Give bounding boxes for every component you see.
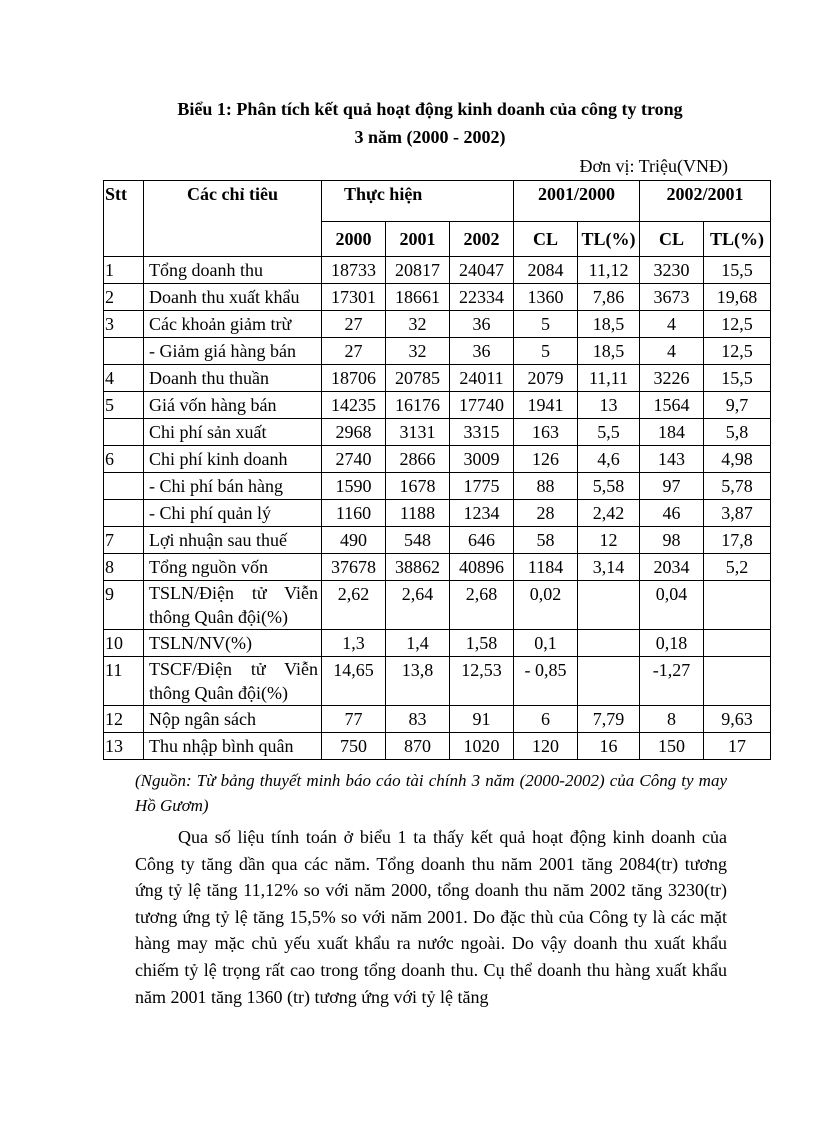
cell-v2000: 27 — [322, 338, 386, 365]
cell-tl1: 7,79 — [578, 706, 640, 733]
cell-v2002: 12,53 — [450, 657, 514, 706]
cell-cl1: 120 — [514, 733, 578, 760]
cell-tl1: 13 — [578, 392, 640, 419]
cell-v2001: 870 — [386, 733, 450, 760]
cell-stt — [104, 419, 144, 446]
cell-cl2: 3673 — [640, 284, 704, 311]
cell-v2000: 14235 — [322, 392, 386, 419]
cell-v2002: 3315 — [450, 419, 514, 446]
cell-v2000: 2740 — [322, 446, 386, 473]
cell-v2001: 83 — [386, 706, 450, 733]
cell-cl2: 2034 — [640, 554, 704, 581]
cell-cl1: 1184 — [514, 554, 578, 581]
cell-stt: 12 — [104, 706, 144, 733]
cell-cl2: 98 — [640, 527, 704, 554]
cell-cl1: 58 — [514, 527, 578, 554]
header-actual: Thực hiện — [322, 181, 514, 222]
cell-tl1: 2,42 — [578, 500, 640, 527]
cell-v2002: 40896 — [450, 554, 514, 581]
cell-cl2: 46 — [640, 500, 704, 527]
cell-cl1: 1360 — [514, 284, 578, 311]
cell-v2002: 646 — [450, 527, 514, 554]
cell-v2001: 16176 — [386, 392, 450, 419]
cell-stt: 10 — [104, 630, 144, 657]
title-line-2: 3 năm (2000 - 2002) — [354, 127, 506, 147]
cell-v2001: 18661 — [386, 284, 450, 311]
cell-v2002: 24047 — [450, 257, 514, 284]
cell-tl1: 7,86 — [578, 284, 640, 311]
cell-v2001: 38862 — [386, 554, 450, 581]
table-row — [104, 419, 771, 446]
cell-v2002: 1234 — [450, 500, 514, 527]
cell-cl2: 3226 — [640, 365, 704, 392]
cell-tl2 — [704, 581, 771, 630]
cell-name: - Giảm giá hàng bán — [144, 338, 322, 365]
cell-tl2: 15,5 — [704, 365, 771, 392]
header-tl-1: TL(%) — [578, 222, 640, 257]
cell-cl1: 5 — [514, 311, 578, 338]
cell-tl2: 4,98 — [704, 446, 771, 473]
cell-name: Tổng nguồn vốn — [144, 554, 322, 581]
cell-tl2: 5,78 — [704, 473, 771, 500]
cell-stt: 6 — [104, 446, 144, 473]
cell-cl1: 2079 — [514, 365, 578, 392]
table-row — [104, 630, 771, 657]
source-note: (Nguồn: Từ bảng thuyết minh báo cáo tài chính 3 năm (2000-2002) của Công ty may Hồ Gươm) — [135, 771, 727, 815]
cell-tl2: 17 — [704, 733, 771, 760]
cell-v2001: 13,8 — [386, 657, 450, 706]
cell-tl1: 3,14 — [578, 554, 640, 581]
cell-v2000: 2968 — [322, 419, 386, 446]
cell-stt: 1 — [104, 257, 144, 284]
cell-cl2: 0,04 — [640, 581, 704, 630]
cell-stt — [104, 338, 144, 365]
cell-name: Tổng doanh thu — [144, 257, 322, 284]
cell-cl2: 97 — [640, 473, 704, 500]
cell-cl1: 28 — [514, 500, 578, 527]
cell-stt — [104, 500, 144, 527]
cell-cl1: 0,1 — [514, 630, 578, 657]
cell-v2000: 750 — [322, 733, 386, 760]
cell-cl2: 143 — [640, 446, 704, 473]
cell-tl1: 5,5 — [578, 419, 640, 446]
cell-name: Lợi nhuận sau thuế — [144, 527, 322, 554]
cell-v2001: 1,4 — [386, 630, 450, 657]
cell-tl1: 18,5 — [578, 338, 640, 365]
cell-v2001: 548 — [386, 527, 450, 554]
cell-tl1: 11,12 — [578, 257, 640, 284]
cell-v2000: 1160 — [322, 500, 386, 527]
header-cl-1: CL — [514, 222, 578, 257]
table-row — [104, 581, 771, 630]
table-row — [104, 706, 771, 733]
cell-cl2: 184 — [640, 419, 704, 446]
cell-v2000: 77 — [322, 706, 386, 733]
cell-stt: 9 — [104, 581, 144, 630]
cell-stt: 7 — [104, 527, 144, 554]
cell-v2000: 1,3 — [322, 630, 386, 657]
cell-name: Doanh thu thuần — [144, 365, 322, 392]
cell-stt: 2 — [104, 284, 144, 311]
cell-cl2: 3230 — [640, 257, 704, 284]
table-row — [104, 446, 771, 473]
cell-v2001: 1678 — [386, 473, 450, 500]
cell-tl2: 9,63 — [704, 706, 771, 733]
cell-v2000: 2,62 — [322, 581, 386, 630]
cell-name: TSLN/Điện tử Viễn thông Quân đội(%) — [144, 581, 322, 630]
cell-v2002: 1020 — [450, 733, 514, 760]
cell-name: TSLN/NV(%) — [144, 630, 322, 657]
cell-cl2: 8 — [640, 706, 704, 733]
cell-v2002: 17740 — [450, 392, 514, 419]
cell-stt: 8 — [104, 554, 144, 581]
cell-v2002: 3009 — [450, 446, 514, 473]
cell-name: - Chi phí bán hàng — [144, 473, 322, 500]
cell-tl1: 18,5 — [578, 311, 640, 338]
header-indicator: Các chỉ tiêu — [144, 181, 322, 257]
cell-cl2: 4 — [640, 311, 704, 338]
cell-cl2: 4 — [640, 338, 704, 365]
cell-tl1: 11,11 — [578, 365, 640, 392]
cell-v2002: 1,58 — [450, 630, 514, 657]
cell-cl1: 5 — [514, 338, 578, 365]
cell-cl1: 1941 — [514, 392, 578, 419]
table-row — [104, 338, 771, 365]
cell-v2001: 20817 — [386, 257, 450, 284]
cell-cl1: 88 — [514, 473, 578, 500]
cell-tl2: 12,5 — [704, 311, 771, 338]
unit-label: Đơn vị: Triệu(VNĐ) — [579, 156, 728, 176]
cell-v2000: 14,65 — [322, 657, 386, 706]
header-cmp-2002-2001: 2002/2001 — [640, 181, 771, 222]
table-title — [100, 95, 760, 151]
cell-tl2: 5,8 — [704, 419, 771, 446]
cell-tl1 — [578, 581, 640, 630]
cell-stt — [104, 473, 144, 500]
table-row — [104, 527, 771, 554]
cell-v2000: 18733 — [322, 257, 386, 284]
cell-tl2 — [704, 657, 771, 706]
cell-v2000: 27 — [322, 311, 386, 338]
table-row — [104, 500, 771, 527]
cell-v2001: 20785 — [386, 365, 450, 392]
cell-tl1 — [578, 630, 640, 657]
header-stt: Stt — [104, 181, 144, 257]
cell-name: Chi phí kinh doanh — [144, 446, 322, 473]
cell-cl1: 163 — [514, 419, 578, 446]
cell-name: TSCF/Điện tử Viễn thông Quân đội(%) — [144, 657, 322, 706]
cell-v2001: 2,64 — [386, 581, 450, 630]
cell-v2002: 36 — [450, 338, 514, 365]
cell-tl1: 5,58 — [578, 473, 640, 500]
cell-tl1: 12 — [578, 527, 640, 554]
cell-v2002: 1775 — [450, 473, 514, 500]
cell-name: - Chi phí quản lý — [144, 500, 322, 527]
table-row — [104, 365, 771, 392]
cell-cl2: 150 — [640, 733, 704, 760]
cell-tl1 — [578, 657, 640, 706]
analysis-paragraph: Qua số liệu tính toán ở biểu 1 ta thấy kết quả hoạt động kinh doanh của Công ty tăng dần qua các năm. Tổng doanh thu năm 2001 tăng 2084(tr) tương ứng tỷ lệ tăng 11,12% so với năm 2000, tổng doanh thu năm 2002 tăng 3230(tr) tương ứng tỷ lệ tăng 15,5% so với năm 2001. Do đặc thù của Công ty là các mặt hàng may mặc chủ yếu xuất khẩu ra nước ngoài. Do vậy doanh thu xuất khẩu chiếm tỷ lệ trọng rất cao trong tổng doanh thu. Cụ thể doanh thu hàng xuất khẩu năm 2001 tăng 1360 (tr) tương ứng với tỷ lệ tăng — [135, 827, 727, 1007]
cell-tl2: 9,7 — [704, 392, 771, 419]
cell-tl1: 4,6 — [578, 446, 640, 473]
cell-tl2: 15,5 — [704, 257, 771, 284]
cell-cl2: 0,18 — [640, 630, 704, 657]
cell-name: Chi phí sản xuất — [144, 419, 322, 446]
table-row — [104, 473, 771, 500]
cell-name: Các khoản giảm trừ — [144, 311, 322, 338]
header-2000: 2000 — [322, 222, 386, 257]
cell-stt: 11 — [104, 657, 144, 706]
table-row — [104, 257, 771, 284]
cell-cl2: 1564 — [640, 392, 704, 419]
cell-cl1: - 0,85 — [514, 657, 578, 706]
cell-stt: 5 — [104, 392, 144, 419]
cell-name: Thu nhập bình quân — [144, 733, 322, 760]
cell-tl2: 12,5 — [704, 338, 771, 365]
cell-v2001: 3131 — [386, 419, 450, 446]
cell-v2000: 17301 — [322, 284, 386, 311]
cell-cl1: 2084 — [514, 257, 578, 284]
header-2001: 2001 — [386, 222, 450, 257]
table-row — [104, 284, 771, 311]
cell-tl2: 17,8 — [704, 527, 771, 554]
header-cmp-2001-2000: 2001/2000 — [514, 181, 640, 222]
table-row — [104, 657, 771, 706]
table-row — [104, 392, 771, 419]
cell-v2002: 36 — [450, 311, 514, 338]
cell-tl2: 5,2 — [704, 554, 771, 581]
cell-v2000: 18706 — [322, 365, 386, 392]
cell-v2002: 2,68 — [450, 581, 514, 630]
cell-name: Giá vốn hàng bán — [144, 392, 322, 419]
cell-v2001: 32 — [386, 311, 450, 338]
cell-stt: 13 — [104, 733, 144, 760]
cell-name: Doanh thu xuất khẩu — [144, 284, 322, 311]
table-row — [104, 554, 771, 581]
cell-name: Nộp ngân sách — [144, 706, 322, 733]
cell-tl1: 16 — [578, 733, 640, 760]
cell-cl1: 126 — [514, 446, 578, 473]
results-table — [103, 180, 771, 760]
table-row — [104, 733, 771, 760]
cell-cl2: -1,27 — [640, 657, 704, 706]
header-2002: 2002 — [450, 222, 514, 257]
cell-tl2 — [704, 630, 771, 657]
cell-v2000: 1590 — [322, 473, 386, 500]
title-line-1: Biểu 1: Phân tích kết quả hoạt động kinh doanh của công ty trong — [177, 99, 683, 119]
cell-cl1: 0,02 — [514, 581, 578, 630]
cell-v2001: 2866 — [386, 446, 450, 473]
cell-v2002: 24011 — [450, 365, 514, 392]
cell-v2001: 1188 — [386, 500, 450, 527]
table-row — [104, 311, 771, 338]
header-tl-2: TL(%) — [704, 222, 771, 257]
cell-tl2: 3,87 — [704, 500, 771, 527]
cell-stt: 4 — [104, 365, 144, 392]
cell-v2000: 37678 — [322, 554, 386, 581]
header-cl-2: CL — [640, 222, 704, 257]
cell-v2002: 22334 — [450, 284, 514, 311]
cell-v2002: 91 — [450, 706, 514, 733]
cell-tl2: 19,68 — [704, 284, 771, 311]
cell-stt: 3 — [104, 311, 144, 338]
cell-cl1: 6 — [514, 706, 578, 733]
cell-v2001: 32 — [386, 338, 450, 365]
cell-v2000: 490 — [322, 527, 386, 554]
